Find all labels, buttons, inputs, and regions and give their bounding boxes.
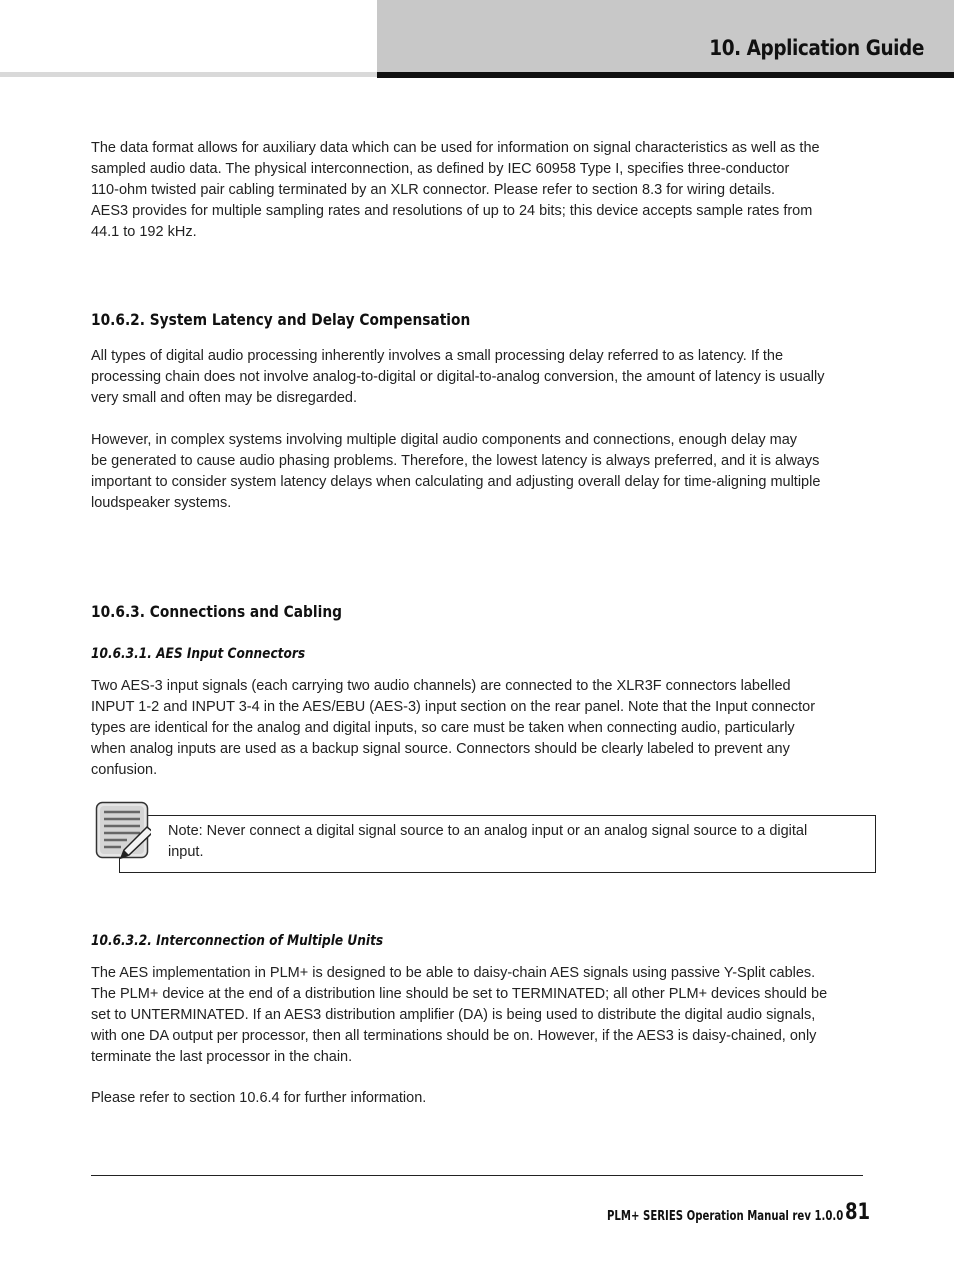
text-line: terminate the last processor in the chain.: [91, 1048, 353, 1065]
aes-input-paragraph: [91, 676, 866, 781]
text-line: The data format allows for auxiliary data which can be used for information on signal characteristics as well as the: [91, 140, 820, 156]
text-line: set to UNTERMINATED. If an AES3 distribution amplifier (DA) is being used to distribute the digital audio signals,: [91, 1006, 816, 1023]
header-left-bar: [0, 72, 377, 77]
latency-paragraph-2: [91, 430, 866, 514]
subsection-heading-aes-input: 10.6.3.1. AES Input Connectors: [91, 646, 306, 662]
subsection-heading-interconnection: 10.6.3.2. Interconnection of Multiple Units: [91, 933, 384, 949]
note-text: [168, 821, 858, 863]
text-line: The PLM+ device at the end of a distribution line should be set to TERMINATED; all other PLM+ devices should be: [91, 985, 828, 1002]
text-line: 44.1 to 192 kHz.: [91, 223, 197, 240]
text-line: confusion.: [91, 761, 158, 778]
interconnection-paragraph-1: [91, 963, 866, 1068]
text-line: INPUT 1-2 and INPUT 3-4 in the AES/EBU (AES-3) input section on the rear panel. Note that the Input connector: [91, 698, 816, 715]
text-line: loudspeaker systems.: [91, 494, 232, 511]
header-rule: [377, 72, 954, 78]
page-number: 81: [845, 1200, 871, 1225]
note-pencil-icon: [95, 801, 151, 859]
text-line: important to consider system latency delays when calculating and adjusting overall delay for time-aligning multiple: [91, 473, 821, 490]
text-line: Note: Never connect a digital signal source to an analog input or an analog signal source to a digital: [168, 823, 808, 839]
text-line: sampled audio data. The physical interconnection, as defined by IEC 60958 Type I, specifies three-conductor: [91, 160, 790, 177]
text-line: input.: [168, 843, 204, 860]
text-line: when analog inputs are used as a backup signal source. Connectors should be clearly labeled to prevent any: [91, 740, 790, 757]
footer-rule: [91, 1175, 863, 1176]
latency-paragraph-1: [91, 346, 866, 409]
text-line: All types of digital audio processing inherently involves a small processing delay referred to as latency. If the: [91, 348, 784, 364]
footer-manual-title: PLM+ SERIES Operation Manual rev 1.0.0: [607, 1209, 844, 1224]
text-line: processing chain does not involve analog-to-digital or digital-to-analog conversion, the amount of latency is usually: [91, 368, 825, 385]
text-line: types are identical for the analog and digital inputs, so care must be taken when connecting audio, particularly: [91, 719, 795, 736]
text-line: Please refer to section 10.6.4 for further information.: [91, 1090, 427, 1106]
text-line: Two AES-3 input signals (each carrying two audio channels) are connected to the XLR3F connectors labelled: [91, 678, 791, 694]
interconnection-paragraph-2: [91, 1088, 866, 1109]
text-line: The AES implementation in PLM+ is designed to be able to daisy-chain AES signals using passive Y-Split cables.: [91, 965, 816, 981]
text-line: very small and often may be disregarded.: [91, 389, 357, 406]
section-heading-connections: 10.6.3. Connections and Cabling: [91, 602, 342, 621]
chapter-title: 10. Application Guide: [709, 36, 924, 60]
section-heading-latency: 10.6.2. System Latency and Delay Compensation: [91, 310, 471, 329]
text-line: with one DA output per processor, then all terminations should be on. However, if the AES3 is daisy-chained, only: [91, 1027, 817, 1044]
text-line: AES3 provides for multiple sampling rates and resolutions of up to 24 bits; this device accepts sample rates from: [91, 202, 813, 219]
text-line: However, in complex systems involving multiple digital audio components and connections, enough delay may: [91, 432, 798, 448]
intro-paragraph: [91, 138, 866, 243]
text-line: 110-ohm twisted pair cabling terminated by an XLR connector. Please refer to section 8.3 for wiring details.: [91, 181, 776, 198]
text-line: be generated to cause audio phasing problems. Therefore, the lowest latency is always preferred, and it is always: [91, 452, 820, 469]
